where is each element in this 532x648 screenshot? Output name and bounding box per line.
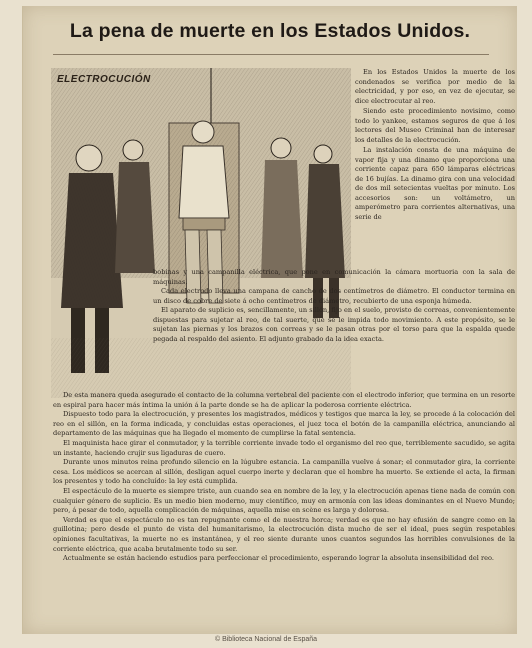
- engraving-caption: ELECTROCUCIÓN: [57, 74, 151, 85]
- paragraph: Verdad es que el espectáculo no es tan repugnante como el de nuestra horca; verdad es que no hay efusión de sangre como en la guillotina; pero desde el punto de vista del humanitarismo, la electrocución dista mucho de ser el ideal, pues según respetables opiniones facultativas, la muerte no es instantánea, y el reo siente durante unos cuantos segundos las horribles convulsiones de la corriente eléctrica, que acaba brutalmente todo su ser.: [53, 515, 515, 553]
- paragraph: Cada electrodo lleva una campana de cancho de dos centímetros de diámetro. El conductor termina en un disco de cobre de siete á ocho centímetros de diámetro, recubierto de una esponja húmeda.: [153, 287, 515, 305]
- paragraph: La instalación consta de una máquina de vapor fija y una dinamo que proporciona una corriente capaz para 650 lámparas eléctricas de 16 bujías. La dinamo gira con una velocidad de dos mil setecientas vueltas por minuto. Los accesorios son: un voltámetro, un amperómetro para corrientes alternativas, una serie de: [355, 146, 515, 221]
- article-title: La pena de muerte en los Estados Unidos.: [69, 20, 471, 42]
- paragraph: El espectáculo de la muerte es siempre triste, aun cuando sea en nombre de la ley, y la electrocución apenas tiene nada de común con cualquier género de suplicio. Es un medio bien moderno, muy científico, muy en armonía con las ideas dominantes en el Nuevo Mundo; pero, á pesar de todo, aquella complicación de máquinas, aquella mise en scène es larga y dolorosa.: [53, 486, 515, 515]
- paragraph: De esta manera queda asegurado el contacto de la columna vertebral del paciente con el electrodo inferior, que termina en un resorte en espiral para hacer más íntima la unión á la parte donde se ha de aplicar la poderosa corriente eléctrica.: [53, 391, 515, 409]
- paragraph: Actualmente se están haciendo estudios para perfeccionar el procedimiento, esperando lograr la absoluta insensibilidad del reo.: [63, 554, 495, 563]
- paragraph: El aparato de suplicio es, sencillamente, un sillón, fijo en el suelo, provisto de correas, convenientemente dispuestas para sujetar al reo, de tal suerte, que se le impida todo movimiento. A este propósito, se le sujetan las piernas y los brazos con correas y se le pasan otras por el torso para que la espalda quede pegada al respaldo del asiento. El adjunto grabado da la idea exacta.: [153, 306, 515, 343]
- right-column-text: [355, 68, 515, 223]
- full-width-text: [53, 391, 515, 564]
- library-credit: © Biblioteca Nacional de España: [214, 636, 318, 643]
- paragraph: Dispuesto todo para la electrocución, y presentes los magistrados, médicos y testigos que marca la ley, se procede á la colocación del reo en el sillón, en la forma indicada, y concluidas estas operaciones, el juez toca el botón de la campanilla eléctrica, anunciando al departamento de las máquinas que ha llegado el momento de cumplirse la fatal sentencia.: [53, 410, 515, 438]
- electrocution-engraving: [51, 68, 351, 398]
- paragraph: Durante unos minutos reina profundo silencio en la lúgubre estancia. La campanilla vuelve á sonar; el conmutador gira, la corriente cesa. Los médicos se acercan al sillón, desligan aquel cuerpo inerte y declaran que el hombre ha muerto. Se extiende el acta, la firman los presentes y todo ha concluído: la ley está cumplida.: [53, 458, 515, 486]
- paragraph: En los Estados Unidos la muerte de los condenados se verifica por medio de la electricidad, y por eso, en vez de ejecutar, se dice electrocutar al reo.: [355, 68, 515, 105]
- newspaper-page: [22, 6, 517, 634]
- wide-column-text: [153, 268, 515, 344]
- paragraph: Siendo este procedimiento novisimo, como todo lo yankee, estamos seguros de que á los lectores del Museo Criminal han de interesar los detalles de la electrocución.: [355, 107, 515, 144]
- paragraph: El maquinista hace girar el conmutador, y la terrible corriente invade todo el organismo del reo que, terriblemente sacudido, se agita un instante, haciendo crujir sus ligaduras de cuero.: [53, 438, 515, 457]
- engraving-plate: [51, 68, 351, 398]
- title-divider: [53, 54, 489, 55]
- paragraph: bobinas y una campanilla eléctrica, que pone en comunicación la cámara mortuoria con la sala de máquinas.: [153, 268, 515, 286]
